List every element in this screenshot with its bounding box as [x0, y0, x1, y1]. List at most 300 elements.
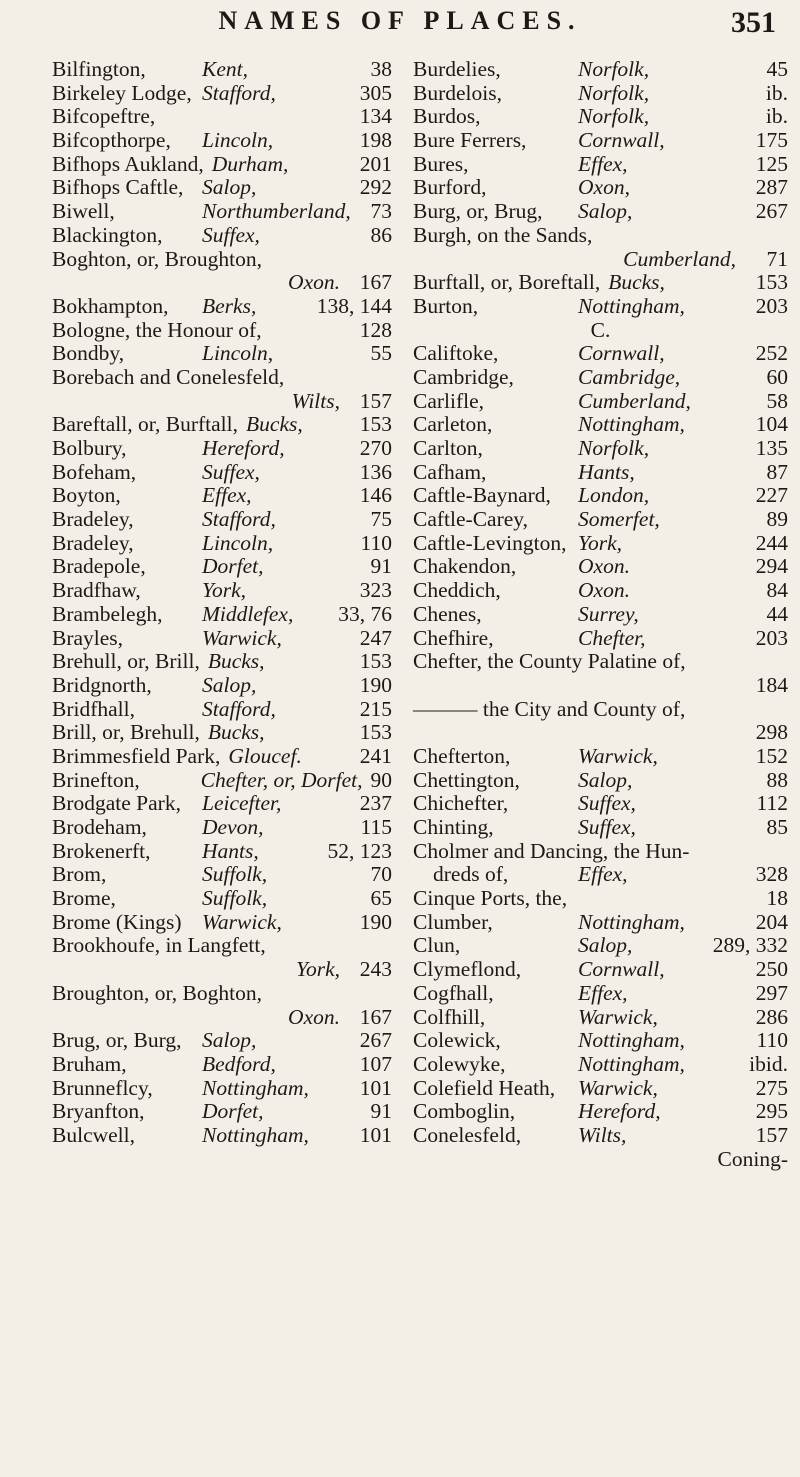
index-entry	[413, 366, 788, 390]
page-reference: 125	[755, 151, 788, 176]
place-name: Chefter, the County Palatine of,	[413, 649, 686, 674]
page-reference: 45	[766, 57, 788, 81]
place-name: Biwell,	[52, 199, 115, 224]
index-entry	[413, 1006, 788, 1030]
county-name: Nottingham,	[578, 412, 685, 437]
county-name: Stafford,	[202, 80, 276, 105]
page-reference: ibid.	[749, 1051, 788, 1076]
index-entry	[52, 840, 392, 864]
county-name: Lincoln,	[202, 530, 274, 555]
index-entry	[52, 461, 392, 485]
place-name: Brill, or, Brehull,	[52, 720, 200, 745]
page-reference: 44	[766, 601, 788, 626]
county-name: Chefter, or, Dorfet,	[200, 767, 363, 792]
county-name: Kent,	[202, 57, 248, 81]
index-entry	[413, 484, 788, 508]
place-name: Comboglin,	[413, 1099, 516, 1124]
place-name: Bradeley,	[52, 530, 134, 555]
page-reference: 297	[755, 980, 788, 1005]
county-name: Nottingham,	[578, 1051, 685, 1076]
county-name: Suffex,	[578, 791, 636, 816]
section-letter: C.	[590, 317, 611, 342]
place-name: Bures,	[413, 151, 469, 176]
county-name: Wilts,	[291, 388, 340, 413]
index-entry	[52, 153, 392, 177]
county-name: Devon,	[202, 815, 264, 839]
county-name: Warwick,	[202, 909, 282, 934]
county-name: Nottingham,	[578, 1028, 685, 1053]
page-reference: 237	[359, 791, 392, 816]
place-name: Bradfhaw,	[52, 578, 141, 603]
page-reference: 215	[359, 696, 392, 721]
index-entry	[413, 413, 788, 437]
place-name: Colefield Heath,	[413, 1075, 556, 1100]
county-name: Salop,	[578, 199, 633, 224]
page-reference: 157	[755, 1122, 788, 1147]
place-name: Brehull, or, Brill,	[52, 649, 200, 674]
county-name: Lincoln,	[202, 128, 274, 153]
index-entry	[52, 650, 392, 674]
county-name: Bucks,	[207, 649, 265, 674]
county-name: Oxon.	[578, 578, 630, 603]
page-reference: ib.	[765, 80, 788, 105]
county-name: Effex,	[578, 862, 628, 887]
index-entry	[52, 769, 392, 793]
place-name: Califtoke,	[413, 341, 499, 366]
place-name: Burgh, on the Sands,	[413, 222, 593, 247]
index-column-right	[413, 58, 788, 1171]
place-name: Brome (Kings)	[52, 909, 182, 934]
index-entry	[413, 1029, 788, 1053]
county-name: Northumberland,	[202, 199, 351, 224]
page-reference: 86	[370, 222, 392, 247]
index-entry	[413, 958, 788, 982]
page-reference: 101	[359, 1122, 392, 1147]
page-reference: 184	[755, 672, 788, 697]
page-reference: 88	[766, 767, 788, 792]
page-reference: 201	[359, 151, 392, 176]
county-name: Cornwall,	[578, 957, 665, 982]
index-entry	[52, 200, 392, 224]
place-name: Burdelois,	[413, 80, 502, 105]
county-name: Middlefex,	[202, 601, 294, 626]
place-name: Carlifle,	[413, 388, 485, 413]
page-reference: 328	[755, 862, 788, 887]
place-name: Borebach and Conelesfeld,	[52, 364, 285, 389]
index-entry	[413, 461, 788, 485]
county-name: Hereford,	[578, 1099, 661, 1124]
index-entry	[52, 390, 392, 414]
place-name: Brunneflcy,	[52, 1075, 153, 1100]
county-name: Chefter,	[578, 625, 646, 650]
index-entry	[413, 698, 788, 722]
place-name: Burdos,	[413, 104, 481, 129]
index-entry	[52, 721, 392, 745]
page-reference: 110	[756, 1028, 788, 1053]
index-entry	[413, 650, 788, 674]
index-entry	[413, 105, 788, 129]
page-reference: 153	[359, 412, 392, 437]
page-reference: 87	[766, 459, 788, 484]
page-reference: 203	[755, 625, 788, 650]
index-entry	[52, 484, 392, 508]
index-entry	[413, 58, 788, 82]
index-entry	[52, 508, 392, 532]
page-reference: 247	[359, 625, 392, 650]
header-title: NAMES OF PLACES.	[218, 6, 582, 35]
page-reference: 90	[370, 767, 392, 792]
county-name: Dorfet,	[202, 554, 264, 579]
county-name: Bucks,	[207, 720, 265, 745]
index-entry	[52, 1124, 392, 1148]
county-name: Hereford,	[202, 436, 285, 460]
place-name: Bure Ferrers,	[413, 128, 527, 153]
index-column-left	[52, 58, 392, 1148]
county-name: Durham,	[211, 151, 289, 176]
page-reference: 70	[370, 862, 392, 887]
index-entry	[52, 105, 392, 129]
place-name: Chenes,	[413, 601, 482, 626]
county-name: Wilts,	[578, 1122, 627, 1147]
place-name: dreds of,	[433, 862, 509, 887]
place-name: Burdelies,	[413, 57, 501, 81]
page-reference: 153	[755, 270, 788, 295]
county-name: Cornwall,	[578, 128, 665, 153]
page-reference: 55	[370, 341, 392, 366]
index-entry	[52, 1077, 392, 1101]
page-reference: 241	[359, 743, 392, 768]
place-name: Bifcopthorpe,	[52, 128, 171, 153]
page-reference: 267	[755, 199, 788, 224]
index-entry	[413, 816, 788, 840]
county-name: Norfolk,	[578, 104, 650, 129]
index-entry	[52, 958, 392, 982]
page-reference: 190	[359, 672, 392, 697]
place-name: Bradepole,	[52, 554, 146, 579]
index-entry	[413, 982, 788, 1006]
page-reference: 153	[359, 720, 392, 745]
index-entry	[52, 792, 392, 816]
page-reference: 85	[766, 815, 788, 839]
page-reference: 227	[755, 483, 788, 508]
county-name: Gloucef.	[228, 743, 302, 768]
page-reference: 295	[755, 1099, 788, 1124]
county-name: Suffolk,	[202, 886, 268, 911]
page-reference: 91	[370, 1099, 392, 1124]
place-name: Cambridge,	[413, 364, 514, 389]
index-entry	[413, 248, 788, 272]
index-entry	[52, 248, 392, 272]
index-entry	[413, 153, 788, 177]
page-reference: 152	[755, 743, 788, 768]
place-name: Bifcopeftre,	[52, 104, 156, 129]
index-entry	[52, 982, 392, 1006]
place-name: Bareftall, or, Burftall,	[52, 412, 239, 437]
place-name: Bondby,	[52, 341, 125, 366]
place-name: Clymeflond,	[413, 957, 522, 982]
county-name: Cornwall,	[578, 341, 665, 366]
place-name: Brome,	[52, 886, 116, 911]
place-name: Conelesfeld,	[413, 1122, 522, 1147]
page-reference: 134	[359, 104, 392, 129]
index-entry	[413, 603, 788, 627]
place-name: Boghton, or, Broughton,	[52, 246, 262, 271]
running-header	[0, 6, 800, 46]
index-entry	[413, 271, 788, 295]
index-entry	[413, 508, 788, 532]
index-entry	[413, 200, 788, 224]
index-entry	[413, 176, 788, 200]
place-name: Bologne, the Honour of,	[52, 317, 262, 342]
index-entry	[413, 887, 788, 911]
index-entry	[52, 887, 392, 911]
page-reference: 101	[359, 1075, 392, 1100]
county-name: Oxon,	[578, 175, 630, 200]
page-reference: 175	[755, 128, 788, 153]
county-name: Salop,	[202, 175, 257, 200]
index-entry	[52, 745, 392, 769]
page-reference: 136	[359, 459, 392, 484]
county-name: Oxon.	[578, 554, 630, 579]
index-entry	[52, 82, 392, 106]
place-name: Cheddich,	[413, 578, 501, 603]
index-entry	[52, 1006, 392, 1030]
index-entry	[52, 816, 392, 840]
index-entry	[52, 271, 392, 295]
page-reference: 128	[359, 317, 392, 342]
county-name: Bedford,	[202, 1051, 276, 1076]
place-name: Caftle-Baynard,	[413, 483, 551, 508]
page-reference: 286	[755, 1004, 788, 1029]
page-reference: 33, 76	[338, 601, 392, 626]
index-entry	[52, 555, 392, 579]
place-name: Boyton,	[52, 483, 121, 508]
page-reference: 89	[766, 507, 788, 532]
index-entry	[52, 934, 392, 958]
county-name: Stafford,	[202, 696, 276, 721]
index-entry	[413, 342, 788, 366]
page-reference: 138, 144	[316, 293, 392, 318]
place-name: Caftle-Carey,	[413, 507, 529, 532]
place-name: Bryanfton,	[52, 1099, 145, 1124]
page-reference: 198	[359, 128, 392, 153]
county-name: Norfolk,	[578, 436, 650, 460]
place-name: Colewyke,	[413, 1051, 506, 1076]
index-entry	[52, 129, 392, 153]
page-reference: 18	[766, 886, 788, 911]
county-name: Salop,	[578, 933, 633, 958]
place-name: Carlton,	[413, 436, 483, 460]
page-reference: 250	[755, 957, 788, 982]
place-name: Colfhill,	[413, 1004, 486, 1029]
page-reference: 275	[755, 1075, 788, 1100]
county-name: Somerfet,	[578, 507, 660, 532]
page-reference: 38	[370, 57, 392, 81]
page-reference: 52, 123	[327, 838, 392, 863]
place-name: Brokenerft,	[52, 838, 151, 863]
page-reference: 110	[360, 530, 392, 555]
page-reference: 146	[359, 483, 392, 508]
page-reference: 203	[755, 293, 788, 318]
place-name: Chettington,	[413, 767, 520, 792]
index-entry	[413, 934, 788, 958]
place-name: Brookhoufe, in Langfett,	[52, 933, 266, 958]
county-name: Warwick,	[578, 743, 658, 768]
county-name: York,	[578, 530, 623, 555]
county-name: Salop,	[578, 767, 633, 792]
place-name: Burg, or, Brug,	[413, 199, 543, 224]
index-entry	[413, 745, 788, 769]
index-entry	[413, 82, 788, 106]
page-reference: 190	[359, 909, 392, 934]
county-name: Cambridge,	[578, 364, 681, 389]
index-entry	[52, 58, 392, 82]
place-name: Cafham,	[413, 459, 487, 484]
index-entry	[52, 911, 392, 935]
place-name: Cholmer and Dancing, the Hun-	[413, 838, 690, 863]
index-entry	[52, 176, 392, 200]
page-reference: 153	[359, 649, 392, 674]
county-name: London,	[578, 483, 650, 508]
index-entry	[52, 366, 392, 390]
index-entry	[52, 627, 392, 651]
index-entry	[413, 840, 788, 864]
county-name: Hants,	[578, 459, 635, 484]
place-name: Bruham,	[52, 1051, 127, 1076]
county-name: Salop,	[202, 672, 257, 697]
index-entry	[413, 532, 788, 556]
page-reference: 270	[359, 436, 392, 460]
county-name: Cumberland,	[578, 388, 691, 413]
county-name: York,	[202, 578, 247, 603]
county-name: Surrey,	[578, 601, 639, 626]
place-name: Chefterton,	[413, 743, 511, 768]
place-name: Brodgate Park,	[52, 791, 181, 816]
place-name: Bifhops Aukland,	[52, 151, 204, 176]
index-entry	[413, 129, 788, 153]
county-name: Leicefter,	[202, 791, 282, 816]
place-name: Chefhire,	[413, 625, 494, 650]
place-name: Bridfhall,	[52, 696, 135, 721]
page-reference: 71	[766, 246, 788, 271]
place-name: Brom,	[52, 862, 107, 887]
index-entry	[413, 1053, 788, 1077]
place-name: Cinque Ports, the,	[413, 886, 568, 911]
place-name: Bolbury,	[52, 436, 127, 460]
place-name: Caftle-Levington,	[413, 530, 567, 555]
county-name: Salop,	[202, 1028, 257, 1053]
page-reference: 204	[755, 909, 788, 934]
index-entry	[52, 319, 392, 343]
page-reference: 294	[755, 554, 788, 579]
page-reference: 104	[755, 412, 788, 437]
index-entry	[52, 1053, 392, 1077]
page-reference: 135	[755, 436, 788, 460]
page-reference: 287	[755, 175, 788, 200]
county-name: Suffolk,	[202, 862, 268, 887]
index-entry	[52, 413, 392, 437]
index-entry	[52, 579, 392, 603]
index-entry	[52, 224, 392, 248]
place-name: Broughton, or, Boghton,	[52, 980, 262, 1005]
place-name: Bilfington,	[52, 57, 146, 81]
page-reference: 107	[359, 1051, 392, 1076]
place-name: Clun,	[413, 933, 461, 958]
index-entry	[413, 627, 788, 651]
index-entry	[52, 437, 392, 461]
page-reference: ib.	[765, 104, 788, 129]
page-reference: 243	[359, 957, 392, 982]
county-name: Bucks,	[608, 270, 665, 295]
place-name: Bifhops Caftle,	[52, 175, 184, 200]
county-name: Warwick,	[202, 625, 282, 650]
county-name: Effex,	[578, 980, 628, 1005]
county-name: Stafford,	[202, 507, 276, 532]
place-name: Brodeham,	[52, 815, 147, 839]
index-entry	[52, 674, 392, 698]
page-reference: 115	[360, 815, 392, 839]
county-name: Suffex,	[202, 459, 260, 484]
county-name: Norfolk,	[578, 57, 650, 81]
page-reference: 298	[755, 720, 788, 745]
county-name: Dorfet,	[202, 1099, 264, 1124]
index-entry	[413, 911, 788, 935]
county-name: Suffex,	[578, 815, 636, 839]
place-name: Bokhampton,	[52, 293, 169, 318]
index-entry	[52, 532, 392, 556]
county-name: Nottingham,	[202, 1075, 309, 1100]
page-reference: 60	[766, 364, 788, 389]
page-reference: 73	[370, 199, 392, 224]
index-entry	[413, 769, 788, 793]
county-name: Effex,	[202, 483, 252, 508]
index-entry	[413, 579, 788, 603]
page-reference: 112	[756, 791, 788, 816]
index-entry	[413, 721, 788, 745]
place-name: Carleton,	[413, 412, 493, 437]
place-name: Brimmesfield Park,	[52, 743, 221, 768]
index-entry	[413, 674, 788, 698]
page-reference: 167	[359, 270, 392, 295]
county-name: Warwick,	[578, 1004, 658, 1029]
index-entry	[413, 863, 788, 887]
index-entry	[413, 1100, 788, 1124]
county-name: Nottingham,	[202, 1122, 309, 1147]
place-name: Bradeley,	[52, 507, 134, 532]
page-reference: 292	[359, 175, 392, 200]
page-reference: 84	[766, 578, 788, 603]
county-name: Norfolk,	[578, 80, 650, 105]
index-entry	[52, 342, 392, 366]
index-entry	[52, 863, 392, 887]
page-reference: 289, 332	[712, 933, 788, 958]
place-name: Burton,	[413, 293, 479, 318]
county-name: Lincoln,	[202, 341, 274, 366]
county-name: Cumberland,	[623, 246, 736, 271]
page-reference: 91	[370, 554, 392, 579]
county-name: Effex,	[578, 151, 628, 176]
place-name: Colewick,	[413, 1028, 501, 1053]
county-name: Oxon.	[288, 1004, 340, 1029]
place-name: Brug, or, Burg,	[52, 1028, 182, 1053]
place-name: Clumber,	[413, 909, 493, 934]
page-reference: 252	[755, 341, 788, 366]
place-name: ——— the City and County of,	[413, 696, 686, 721]
page-reference: 75	[370, 507, 392, 532]
page-reference: 305	[359, 80, 392, 105]
county-name: Nottingham,	[578, 293, 685, 318]
county-name: Bucks,	[246, 412, 303, 437]
